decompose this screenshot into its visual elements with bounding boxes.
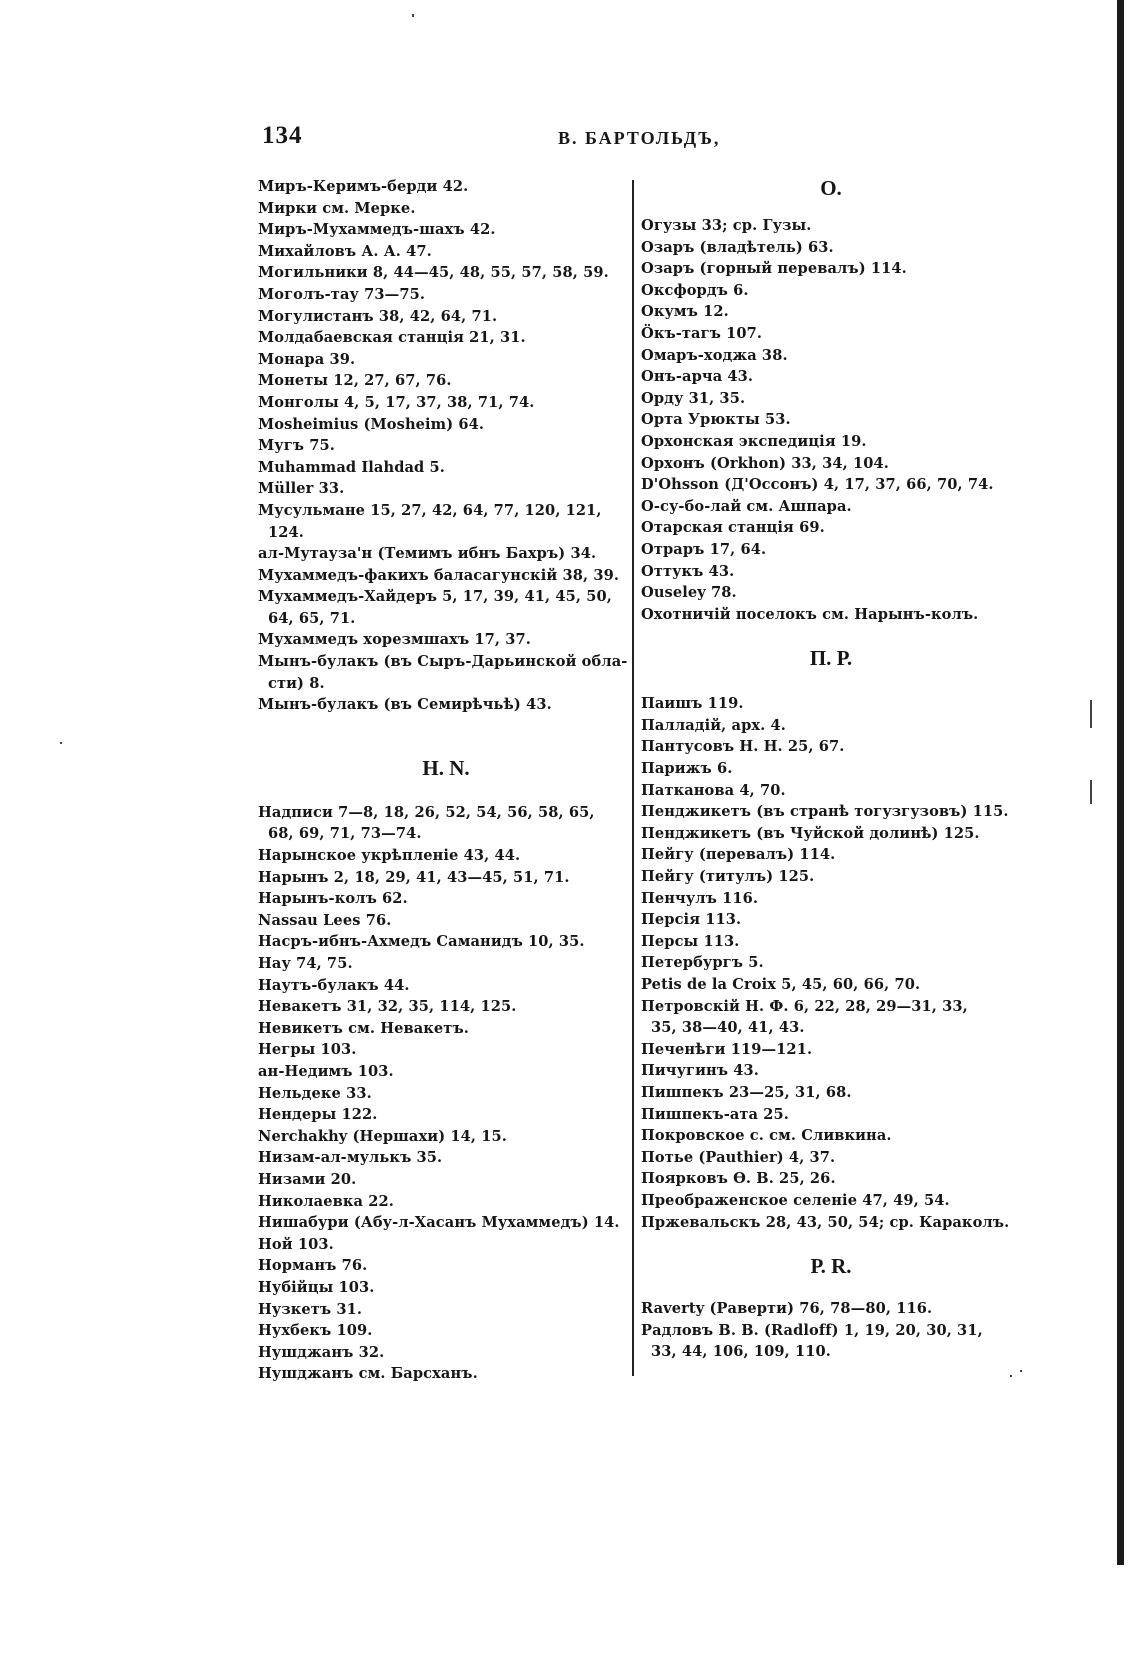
index-entry-text: Парижъ 6.: [641, 760, 733, 778]
index-entry: [641, 866, 1021, 888]
index-entry: [258, 888, 634, 910]
index-entry-text: Отраръ 17, 64.: [641, 540, 767, 558]
index-entry: [641, 388, 1021, 410]
index-entry: [258, 1147, 634, 1169]
scan-speck: [1090, 780, 1092, 804]
index-entry-text: Озаръ (владѣтель) 63.: [641, 238, 834, 256]
index-entry-text: Насръ-ибнъ-Ахмедъ Саманидъ 10, 35.: [258, 933, 585, 951]
index-entry-text: О-су-бо-лай см. Ашпара.: [641, 497, 852, 515]
index-entry-text: Мухаммедъ-Хайдеръ 5, 17, 39, 41, 45, 50,: [258, 588, 612, 606]
index-entry: [258, 219, 634, 241]
index-entry: [258, 457, 634, 479]
index-entry: [258, 1061, 634, 1083]
index-entry-text: Нельдеке 33.: [258, 1084, 372, 1102]
index-entry: [641, 1147, 1021, 1169]
section-m-entries: [258, 176, 634, 716]
index-entry-text: Нушджанъ см. Барсханъ.: [258, 1365, 478, 1383]
column-divider: [632, 180, 634, 1376]
index-entry-text: Nerchakhy (Нершахи) 14, 15.: [258, 1127, 507, 1145]
index-entry-text: Пишпекъ-ата 25.: [641, 1105, 789, 1123]
index-entry: [641, 780, 1021, 802]
index-entry-text: Преображенское селеніе 47, 49, 54.: [641, 1191, 950, 1209]
index-entry: [258, 910, 634, 932]
index-entry-text: Нубійцы 103.: [258, 1278, 375, 1296]
index-entry: [641, 215, 1021, 237]
index-entry: [258, 1277, 634, 1299]
index-entry: [641, 409, 1021, 431]
index-entry-text: Ной 103.: [258, 1235, 334, 1253]
index-entry: [641, 1298, 1021, 1320]
index-entry: [641, 801, 1021, 823]
index-entry: [258, 414, 634, 436]
index-entry-continuation: 68, 69, 71, 73—74.: [268, 825, 422, 843]
index-entry: [641, 582, 1021, 604]
index-entry-text: Пенджикетъ (въ странѣ тогузгузовъ) 115.: [641, 803, 1009, 821]
index-entry: [258, 694, 634, 716]
index-entry-text: Надписи 7—8, 18, 26, 52, 54, 56, 58, 65,: [258, 803, 595, 821]
index-entry: [641, 604, 1021, 626]
index-entry-text: Мынъ-булакъ (въ Семирѣчьѣ) 43.: [258, 696, 552, 714]
index-entry-text: Моголъ-тау 73—75.: [258, 285, 426, 303]
index-entry-text: Мирки см. Мерке.: [258, 199, 416, 217]
scan-speck: [60, 742, 62, 744]
index-entry: [641, 496, 1021, 518]
index-entry-text: Негры 103.: [258, 1041, 357, 1059]
index-entry: [641, 1060, 1021, 1082]
index-entry: [641, 758, 1021, 780]
index-entry-text: Petis de la Croix 5, 45, 60, 66, 70.: [641, 976, 921, 993]
index-entry-text: Mosheimius (Mosheim) 64.: [258, 415, 485, 433]
index-entry: [641, 1168, 1021, 1190]
index-entry-text: Пенджикетъ (въ Чуйской долинѣ) 125.: [641, 824, 980, 842]
index-entry: [258, 1126, 634, 1148]
index-entry-text: Охотничій поселокъ см. Нарынъ-колъ.: [641, 605, 979, 623]
scan-speck: [412, 14, 414, 17]
index-entry-text: Ouseley 78.: [641, 584, 737, 602]
index-entry-text: Пейгу (титулъ) 125.: [641, 868, 815, 886]
index-entry: [258, 1039, 634, 1061]
index-entry-text: Патканова 4, 70.: [641, 781, 786, 799]
index-entry-text: Озаръ (горный перевалъ) 114.: [641, 260, 907, 278]
index-entry: [641, 237, 1021, 259]
index-entry: [641, 1104, 1021, 1126]
index-entry: [641, 539, 1021, 561]
index-entry: [258, 867, 634, 889]
index-entry-text: Миръ-Керимъ-берди 42.: [258, 178, 469, 195]
section-r-entries: [641, 1298, 1021, 1363]
index-entry-text: Оттукъ 43.: [641, 562, 735, 580]
index-entry: [258, 392, 634, 414]
index-entry-text: Нарынъ 2, 18, 29, 41, 43—45, 51, 71.: [258, 868, 570, 886]
index-entry-text: Молдабаевская станція 21, 31.: [258, 329, 526, 347]
index-entry: [641, 1082, 1021, 1104]
index-entry: [258, 500, 634, 543]
index-entry: [258, 306, 634, 328]
index-entry: [258, 349, 634, 371]
index-entry-text: Пенчулъ 116.: [641, 889, 759, 907]
index-entry-text: Нузкетъ 31.: [258, 1300, 363, 1318]
index-entry: [258, 262, 634, 284]
index-entry: [258, 241, 634, 263]
index-entry: [258, 953, 634, 975]
index-entry: [641, 301, 1021, 323]
index-entry-text: Мугъ 75.: [258, 437, 335, 455]
index-entry-text: Raverty (Раверти) 76, 78—80, 116.: [641, 1300, 933, 1318]
index-entry: [641, 931, 1021, 953]
index-entry: [641, 366, 1021, 388]
index-entry: [641, 517, 1021, 539]
index-entry-text: Нарынское укрѣпленіе 43, 44.: [258, 847, 521, 865]
index-entry: [641, 561, 1021, 583]
index-entry-text: Нухбекъ 109.: [258, 1322, 373, 1340]
index-entry-text: Пржевальскъ 28, 43, 50, 54; ср. Караколъ.: [641, 1213, 1010, 1231]
index-entry-text: Низам-ал-мулькъ 35.: [258, 1149, 443, 1167]
index-entry: [641, 996, 1021, 1039]
index-entry: [258, 651, 634, 694]
index-entry-text: Могулистанъ 38, 42, 64, 71.: [258, 307, 498, 325]
index-entry: [258, 565, 634, 587]
index-entry: [258, 996, 634, 1018]
index-entry: [641, 431, 1021, 453]
index-entry-text: Орхонъ (Orkhon) 33, 34, 104.: [641, 454, 889, 472]
index-entry-text: Наутъ-булакъ 44.: [258, 976, 410, 994]
index-entry-text: Онъ-арча 43.: [641, 368, 754, 386]
index-entry: [641, 280, 1021, 302]
index-entry: [258, 975, 634, 997]
index-entry-continuation: 124.: [268, 523, 304, 541]
index-entry-text: Монголы 4, 5, 17, 37, 38, 71, 74.: [258, 393, 535, 411]
section-o-entries: [641, 215, 1021, 625]
section-heading-p: П. Р.: [809, 646, 853, 671]
page-header: [262, 122, 1022, 154]
index-entry-text: Мынъ-булакъ (въ Сыръ-Дарьинской обла-: [258, 653, 628, 671]
index-entry: [641, 345, 1021, 367]
page-edge-shadow: [1117, 0, 1124, 1565]
index-entry: [641, 888, 1021, 910]
index-entry: [258, 629, 634, 651]
index-entry: [641, 1190, 1021, 1212]
index-entry: [258, 435, 634, 457]
index-entry: [641, 323, 1021, 345]
index-entry-text: Öкъ-тагъ 107.: [641, 324, 763, 342]
index-entry-text: Норманъ 76.: [258, 1257, 368, 1275]
index-entry: [641, 693, 1021, 715]
index-entry: [641, 823, 1021, 845]
index-entry-text: Пишпекъ 23—25, 31, 68.: [641, 1083, 852, 1101]
index-entry: [258, 1363, 634, 1385]
index-entry-text: Потье (Pauthier) 4, 37.: [641, 1148, 836, 1166]
index-entry: [258, 1191, 634, 1213]
index-entry: [641, 453, 1021, 475]
index-entry-text: Печенѣги 119—121.: [641, 1040, 813, 1058]
index-entry: [258, 1169, 634, 1191]
index-entry-text: Могильники 8, 44—45, 48, 55, 57, 58, 59.: [258, 264, 609, 282]
index-entry-text: Мусульмане 15, 27, 42, 64, 77, 120, 121,: [258, 501, 602, 519]
index-entry: [641, 909, 1021, 931]
index-entry-text: Muhammad Ilahdad 5.: [258, 458, 445, 476]
section-heading-n: Н. N.: [422, 755, 470, 780]
index-entry-text: Müller 33.: [258, 480, 345, 498]
index-entry-text: Нендеры 122.: [258, 1106, 378, 1124]
index-entry-text: Миръ-Мухаммедъ-шахъ 42.: [258, 221, 496, 239]
index-entry: [258, 586, 634, 629]
index-entry-text: ан-Недимъ 103.: [258, 1062, 394, 1080]
scan-speck: [1020, 1370, 1022, 1372]
index-entry: [258, 1299, 634, 1321]
index-entry-text: Михайловъ А. А. 47.: [258, 242, 432, 260]
index-entry: [641, 1125, 1021, 1147]
index-entry: [641, 1039, 1021, 1061]
index-entry-text: Покровское с. см. Сливкина.: [641, 1127, 892, 1145]
index-entry-text: Монеты 12, 27, 67, 76.: [258, 372, 452, 390]
index-entry-text: Низами 20.: [258, 1170, 357, 1188]
index-entry-text: Мухаммедъ хорезмшахъ 17, 37.: [258, 631, 531, 649]
index-entry: [258, 327, 634, 349]
index-entry: [641, 258, 1021, 280]
index-entry-text: Nassau Lees 76.: [258, 911, 392, 929]
scan-speck: [1090, 700, 1092, 728]
index-entry-text: Персія 113.: [641, 911, 742, 929]
index-entry-text: Поярковъ Ѳ. В. 25, 26.: [641, 1170, 836, 1188]
index-entry: [258, 1320, 634, 1342]
index-entry-continuation: 33, 44, 106, 109, 110.: [651, 1343, 831, 1361]
index-entry-text: Мухаммедъ-факихъ баласагунскій 38, 39.: [258, 566, 620, 584]
index-entry: [258, 1212, 634, 1234]
index-entry-text: Пантусовъ Н. Н. 25, 67.: [641, 738, 845, 756]
index-entry: [258, 802, 634, 845]
index-entry-text: Орхонская экспедиція 19.: [641, 432, 867, 450]
index-entry-text: Петровскій Н. Ф. 6, 22, 28, 29—31, 33,: [641, 997, 968, 1015]
index-entry-text: Пичугинъ 43.: [641, 1062, 759, 1080]
index-entry-text: Отарская станція 69.: [641, 519, 825, 537]
index-entry-text: ал-Мутауза'н (Темимъ ибнъ Бахръ) 34.: [258, 545, 597, 563]
index-entry-text: Паишъ 119.: [641, 695, 744, 713]
index-entry: [641, 844, 1021, 866]
scan-speck: [1010, 1375, 1012, 1377]
index-entry-continuation: 35, 38—40, 41, 43.: [651, 1019, 805, 1037]
index-entry: [641, 1320, 1021, 1363]
index-entry-text: Николаевка 22.: [258, 1192, 394, 1210]
index-entry: [258, 1083, 634, 1105]
index-entry-text: Радловъ В. В. (Radloff) 1, 19, 20, 30, 31,: [641, 1321, 983, 1339]
index-entry: [258, 931, 634, 953]
index-entry-text: Петербургъ 5.: [641, 954, 764, 972]
index-entry-continuation: сти) 8.: [268, 674, 325, 692]
index-entry-text: D'Ohsson (Д'Оссонъ) 4, 17, 37, 66, 70, 74.: [641, 476, 994, 494]
index-entry: [258, 1104, 634, 1126]
index-entry: [258, 1342, 634, 1364]
index-entry-text: Орта Урюкты 53.: [641, 411, 791, 429]
index-entry-text: Омаръ-ходжа 38.: [641, 346, 788, 364]
index-entry-text: Нишабури (Абу-л-Хасанъ Мухаммедъ) 14.: [258, 1214, 620, 1232]
index-entry: [258, 370, 634, 392]
index-entry: [641, 952, 1021, 974]
index-entry-text: Нау 74, 75.: [258, 955, 353, 972]
index-entry-text: Палладій, арх. 4.: [641, 716, 786, 734]
index-entry-text: Нарынъ-колъ 62.: [258, 890, 408, 908]
section-heading-o: О.: [820, 176, 842, 200]
index-entry-text: Монара 39.: [258, 350, 356, 368]
index-entry-text: Невакетъ 31, 32, 35, 114, 125.: [258, 998, 517, 1016]
index-entry: [258, 478, 634, 500]
index-entry: [258, 284, 634, 306]
index-entry-text: Персы 113.: [641, 932, 740, 950]
index-entry-text: Орду 31, 35.: [641, 389, 746, 407]
index-entry: [641, 974, 1021, 996]
index-entry: [258, 1255, 634, 1277]
index-entry: [641, 1212, 1021, 1234]
index-entry: [258, 543, 634, 565]
index-entry: [258, 845, 634, 867]
section-n-entries: [258, 802, 634, 1385]
index-entry-text: Нушджанъ 32.: [258, 1343, 385, 1361]
index-entry: [258, 1234, 634, 1256]
index-entry: [258, 176, 634, 198]
index-entry-continuation: 64, 65, 71.: [268, 609, 356, 627]
index-entry: [258, 198, 634, 220]
index-entry: [258, 1018, 634, 1040]
section-heading-r: Р. R.: [810, 1254, 852, 1279]
index-entry-text: Окумъ 12.: [641, 303, 729, 321]
index-entry: [641, 715, 1021, 737]
index-column-left: [258, 176, 634, 1385]
index-entry: [641, 736, 1021, 758]
running-title: В. БАРТОЛЬДЪ,: [558, 128, 721, 148]
index-entry-text: Невикетъ см. Невакетъ.: [258, 1019, 469, 1037]
index-entry: [641, 474, 1021, 496]
index-column-right: [641, 176, 1021, 1363]
index-entry-text: Оксфордъ 6.: [641, 281, 749, 299]
index-entry-text: Огузы 33; ср. Гузы.: [641, 217, 812, 234]
page-number: 134: [262, 122, 303, 149]
index-entry-text: Пейгу (перевалъ) 114.: [641, 846, 836, 864]
section-p-entries: [641, 693, 1021, 1233]
